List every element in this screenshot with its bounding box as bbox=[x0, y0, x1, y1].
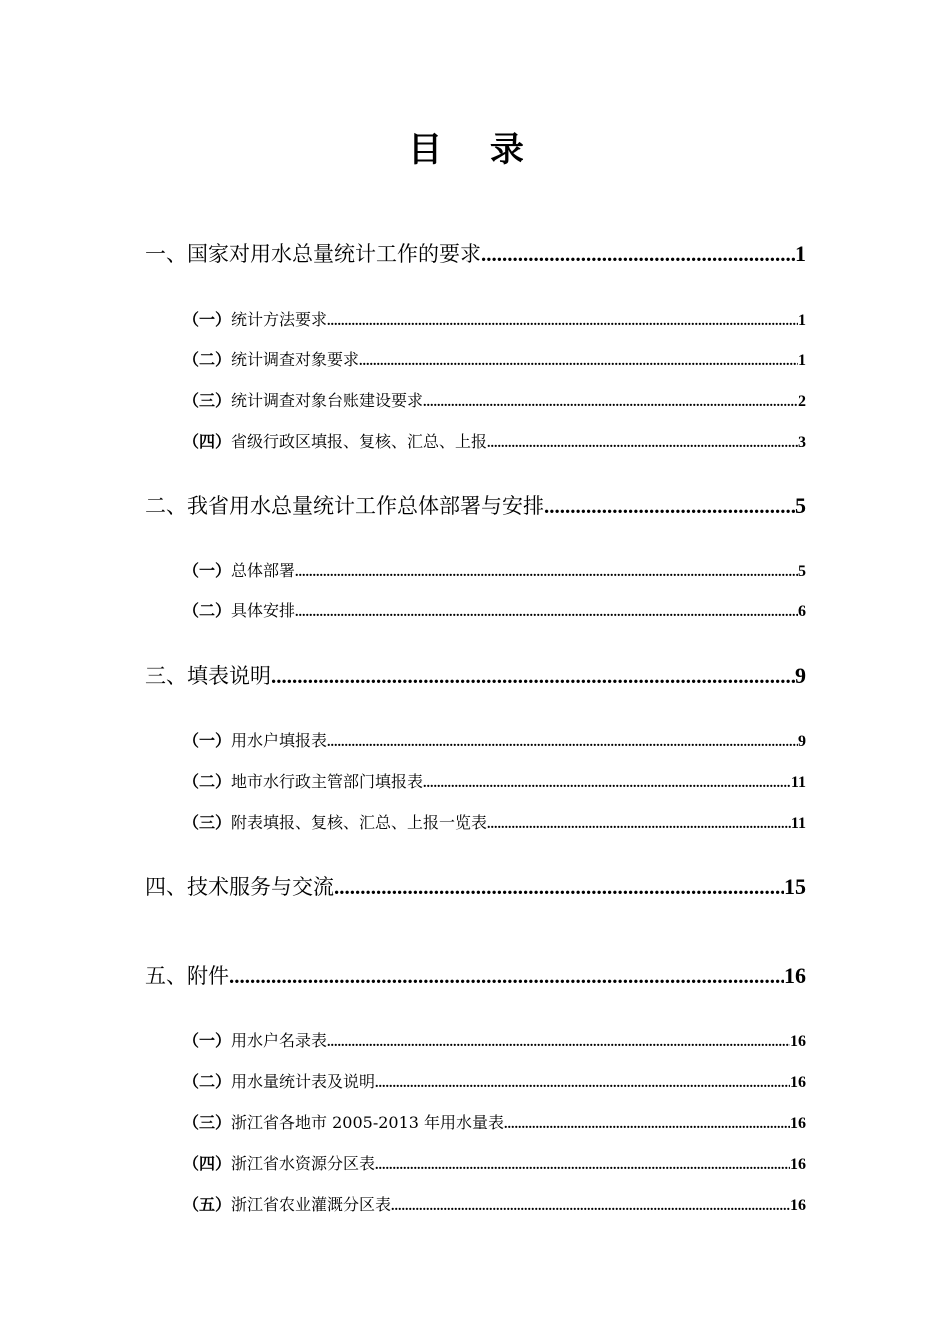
toc-number: （五） bbox=[183, 1195, 232, 1214]
toc-page-number: 9 bbox=[798, 733, 806, 750]
toc-number: （三） bbox=[183, 813, 232, 832]
toc-number: （一） bbox=[183, 731, 232, 750]
toc-leader bbox=[327, 314, 798, 330]
toc-leader bbox=[423, 395, 798, 411]
toc-entry-2-2[interactable] bbox=[183, 598, 806, 621]
toc-page-number: 3 bbox=[798, 434, 806, 451]
toc-page-number: 16 bbox=[790, 1197, 806, 1214]
toc-text: 地市水行政主管部门填报表 bbox=[231, 772, 424, 791]
toc-entry-5-5[interactable] bbox=[183, 1192, 806, 1215]
toc-entry-1-2[interactable] bbox=[183, 347, 806, 370]
toc-entry-1-3[interactable] bbox=[183, 388, 806, 411]
toc-text: 国家对用水总量统计工作的要求 bbox=[187, 242, 481, 266]
toc-number: （二） bbox=[183, 350, 232, 369]
toc-entry-5-4[interactable] bbox=[183, 1151, 806, 1174]
toc-leader bbox=[481, 242, 795, 267]
toc-entry-3-2[interactable] bbox=[183, 769, 806, 792]
toc-leader bbox=[229, 964, 784, 989]
toc-leader bbox=[295, 565, 798, 581]
toc-entry-2-1[interactable] bbox=[183, 558, 806, 581]
toc-leader bbox=[487, 817, 791, 833]
toc-text: 总体部署 bbox=[231, 561, 296, 580]
toc-text: 用水户填报表 bbox=[231, 731, 328, 750]
toc-text: 浙江省各地市 2005-2013 年用水量表 bbox=[231, 1113, 505, 1132]
toc-entry-section-4[interactable] bbox=[145, 871, 806, 901]
toc-text: 省级行政区填报、复核、汇总、上报 bbox=[231, 432, 488, 451]
toc-page-number: 6 bbox=[798, 603, 806, 620]
toc-text: 用水量统计表及说明 bbox=[231, 1072, 376, 1091]
toc-text: 具体安排 bbox=[231, 601, 296, 620]
toc-leader bbox=[375, 1158, 790, 1174]
toc-number: （三） bbox=[183, 1113, 232, 1132]
toc-entry-section-3[interactable] bbox=[145, 660, 806, 690]
toc-number: 四、 bbox=[145, 875, 187, 899]
toc-leader bbox=[544, 494, 795, 519]
toc-page-number: 5 bbox=[798, 563, 806, 580]
page-title: 目 录 bbox=[408, 130, 542, 170]
toc-leader bbox=[504, 1117, 790, 1133]
toc-number: 二、 bbox=[145, 494, 187, 518]
toc-page-number: 15 bbox=[784, 874, 806, 899]
toc-text: 我省用水总量统计工作总体部署与安排 bbox=[187, 494, 544, 518]
toc-leader bbox=[327, 735, 798, 751]
toc-page-number: 11 bbox=[790, 815, 806, 832]
toc-entry-section-1[interactable] bbox=[145, 238, 806, 268]
toc-entry-5-3[interactable] bbox=[183, 1110, 806, 1133]
toc-page-number: 5 bbox=[795, 493, 806, 518]
toc-number: （二） bbox=[183, 1072, 232, 1091]
toc-page-number: 16 bbox=[790, 1156, 806, 1173]
toc-text: 用水户名录表 bbox=[231, 1031, 328, 1050]
toc-text: 统计调查对象要求 bbox=[231, 350, 360, 369]
toc-number: （四） bbox=[183, 432, 232, 451]
toc-number: （一） bbox=[183, 561, 232, 580]
toc-leader bbox=[359, 354, 798, 370]
toc-page-number: 2 bbox=[798, 393, 806, 410]
toc-entry-section-5[interactable] bbox=[145, 960, 806, 990]
toc-number: （一） bbox=[183, 310, 232, 329]
toc-leader bbox=[375, 1076, 790, 1092]
toc-page-number: 9 bbox=[795, 663, 806, 688]
toc-leader bbox=[271, 664, 795, 689]
toc-text: 附件 bbox=[187, 964, 229, 988]
toc-entry-5-2[interactable] bbox=[183, 1069, 806, 1092]
toc-leader bbox=[327, 1035, 790, 1051]
toc-text: 填表说明 bbox=[187, 664, 271, 688]
toc-number: （二） bbox=[183, 601, 232, 620]
toc-leader bbox=[334, 875, 784, 900]
toc-number: 一、 bbox=[145, 242, 187, 266]
toc-entry-1-4[interactable] bbox=[183, 429, 806, 452]
toc-text: 统计方法要求 bbox=[231, 310, 328, 329]
toc-leader bbox=[391, 1199, 790, 1215]
toc-number: 三、 bbox=[145, 664, 187, 688]
toc-text: 附表填报、复核、汇总、上报一览表 bbox=[231, 813, 488, 832]
toc-text: 浙江省农业灌溉分区表 bbox=[231, 1195, 392, 1214]
toc-entry-1-1[interactable] bbox=[183, 307, 806, 330]
toc-page-number: 1 bbox=[798, 352, 806, 369]
toc-entry-3-1[interactable] bbox=[183, 728, 806, 751]
toc-page-number: 11 bbox=[790, 774, 806, 791]
toc-page-number: 1 bbox=[798, 312, 806, 329]
toc-text: 统计调查对象台账建设要求 bbox=[231, 391, 424, 410]
toc-page-number: 16 bbox=[784, 963, 806, 988]
toc-number: 五、 bbox=[145, 964, 187, 988]
toc-entry-5-1[interactable] bbox=[183, 1028, 806, 1051]
toc-page-number: 16 bbox=[790, 1033, 806, 1050]
toc-entry-3-3[interactable] bbox=[183, 810, 806, 833]
toc-number: （三） bbox=[183, 391, 232, 410]
toc-page-number: 16 bbox=[790, 1115, 806, 1132]
toc-leader bbox=[295, 605, 798, 621]
toc-text: 技术服务与交流 bbox=[187, 875, 334, 899]
toc-number: （二） bbox=[183, 772, 232, 791]
toc-leader bbox=[423, 776, 791, 792]
toc-page-number: 1 bbox=[795, 241, 806, 266]
toc-entry-section-2[interactable] bbox=[145, 490, 806, 520]
toc-number: （一） bbox=[183, 1031, 232, 1050]
toc-page-number: 16 bbox=[790, 1074, 806, 1091]
toc-leader bbox=[487, 436, 798, 452]
toc-text: 浙江省水资源分区表 bbox=[231, 1154, 376, 1173]
toc-number: （四） bbox=[183, 1154, 232, 1173]
